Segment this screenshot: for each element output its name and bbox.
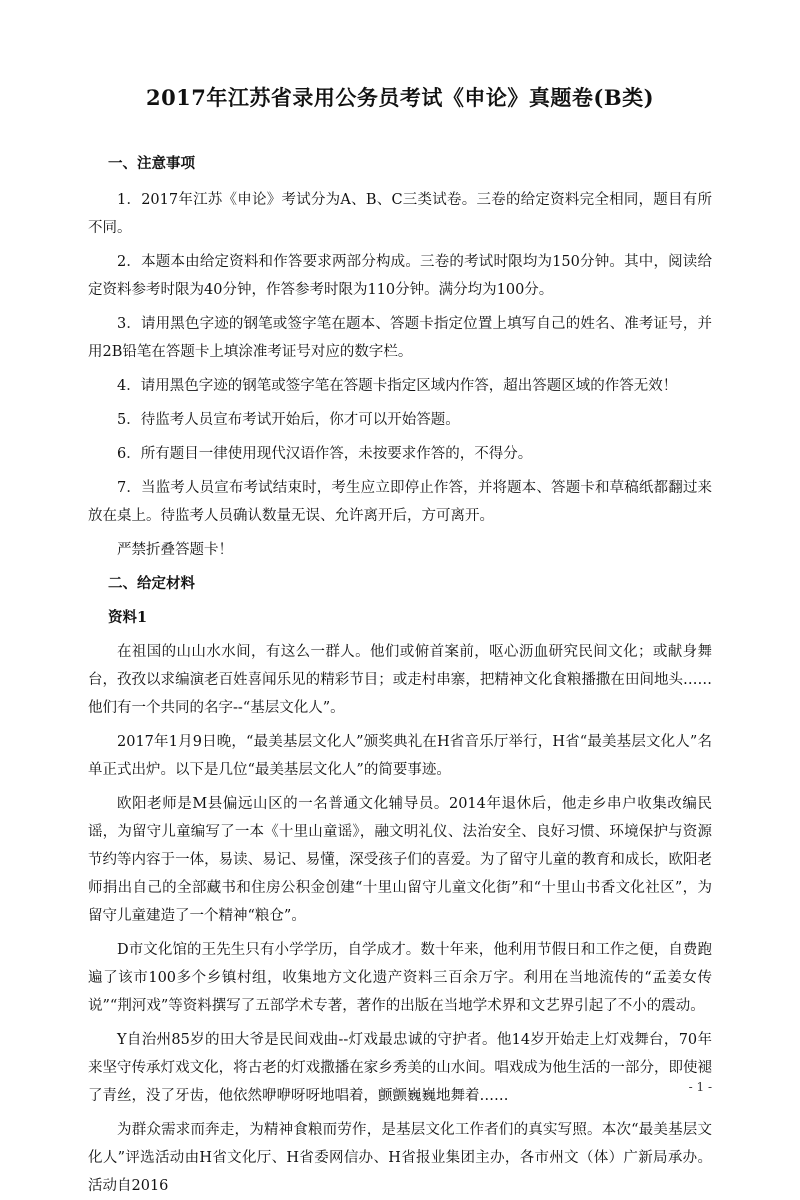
page-number: - 1 -	[688, 1080, 712, 1094]
notice-item-6: 6．所有题目一律使用现代汉语作答，未按要求作答的，不得分。	[117, 446, 533, 462]
materials-heading: 二、给定材料	[108, 575, 195, 592]
notice-item-5: 5．待监考人员宣布考试开始后，你才可以开始答题。	[117, 412, 460, 428]
notice-item-1: 1．2017年江苏《申论》考试分为A、B、C三类试卷。三卷的给定资料完全相同，题目有所不同。	[88, 192, 712, 236]
material-paragraph: 欧阳老师是M县偏远山区的一名普通文化辅导员。2014年退休后，他走乡串户收集改编民谣，为留守儿童编写了一本《十里山童谣》，融文明礼仪、法治安全、良好习惯、环境保护与资源节约等内容于一体，易读、易记、易懂，深受孩子们的喜爱。为了留守儿童的教育和成长，欧阳老师捐出自己的全部藏书和住房公积金创建“十里山留守儿童文化街”和“十里山书香文化社区”，为留守儿童建造了一个精神“粮仓”。	[88, 796, 712, 924]
notice-heading: 一、注意事项	[108, 155, 195, 172]
material-paragraph: Y自治州85岁的田大爷是民间戏曲--灯戏最忠诚的守护者。他14岁开始走上灯戏舞台，70年来坚守传承灯戏文化，将古老的灯戏撒播在家乡秀美的山水间。唱戏成为他生活的一部分，即使褪了青丝，没了牙齿，他依然咿咿呀呀地唱着，颤颤巍巍地舞着……	[88, 1032, 712, 1104]
notice-item-3: 3．请用黑色字迹的钢笔或签字笔在题本、答题卡指定位置上填写自己的姓名、准考证号，并用2B铅笔在答题卡上填涂准考证号对应的数字栏。	[88, 316, 712, 360]
notice-item-2: 2．本题本由给定资料和作答要求两部分构成。三卷的考试时限均为150分钟。其中，阅读给定资料参考时限为40分钟，作答参考时限为110分钟。满分均为100分。	[88, 254, 712, 298]
document-title: 2017年江苏省录用公务员考试《申论》真题卷(B类)	[145, 85, 655, 110]
material-paragraph: 2017年1月9日晚，“最美基层文化人”颁奖典礼在H省音乐厅举行，H省“最美基层文化人”名单正式出炉。以下是几位“最美基层文化人”的简要事迹。	[88, 734, 712, 778]
material-paragraph: D市文化馆的王先生只有小学学历，自学成才。数十年来，他利用节假日和工作之便，自费跑遍了该市100多个乡镇村组，收集地方文化遗产资料三百余万字。利用在当地流传的“孟姜女传说”“荆河戏”等资料撰写了五部学术专著，著作的出版在当地学术界和文艺界引起了不小的震动。	[88, 942, 712, 1014]
material-paragraph: 在祖国的山山水水间，有这么一群人。他们或俯首案前，呕心沥血研究民间文化；或献身舞台，孜孜以求编演老百姓喜闻乐见的精彩节目；或走村串寨，把精神文化食粮播撒在田间地头……他们有一个共同的名字--“基层文化人”。	[88, 644, 712, 716]
material-1-heading: 资料1	[108, 609, 148, 626]
notice-warning: 严禁折叠答题卡！	[117, 542, 233, 558]
notice-item-7: 7．当监考人员宣布考试结束时，考生应立即停止作答，并将题本、答题卡和草稿纸都翻过来放在桌上。待监考人员确认数量无误、允许离开后，方可离开。	[88, 480, 712, 524]
material-paragraph: 为群众需求而奔走，为精神食粮而劳作，是基层文化工作者们的真实写照。本次“最美基层文化人”评选活动由H省文化厅、H省委网信办、H省报业集团主办，各市州文（体）广新局承办。活动自2016	[88, 1122, 712, 1194]
notice-item-4: 4．请用黑色字迹的钢笔或签字笔在答题卡指定区域内作答，超出答题区域的作答无效！	[117, 378, 678, 394]
notice-section	[88, 150, 712, 1200]
